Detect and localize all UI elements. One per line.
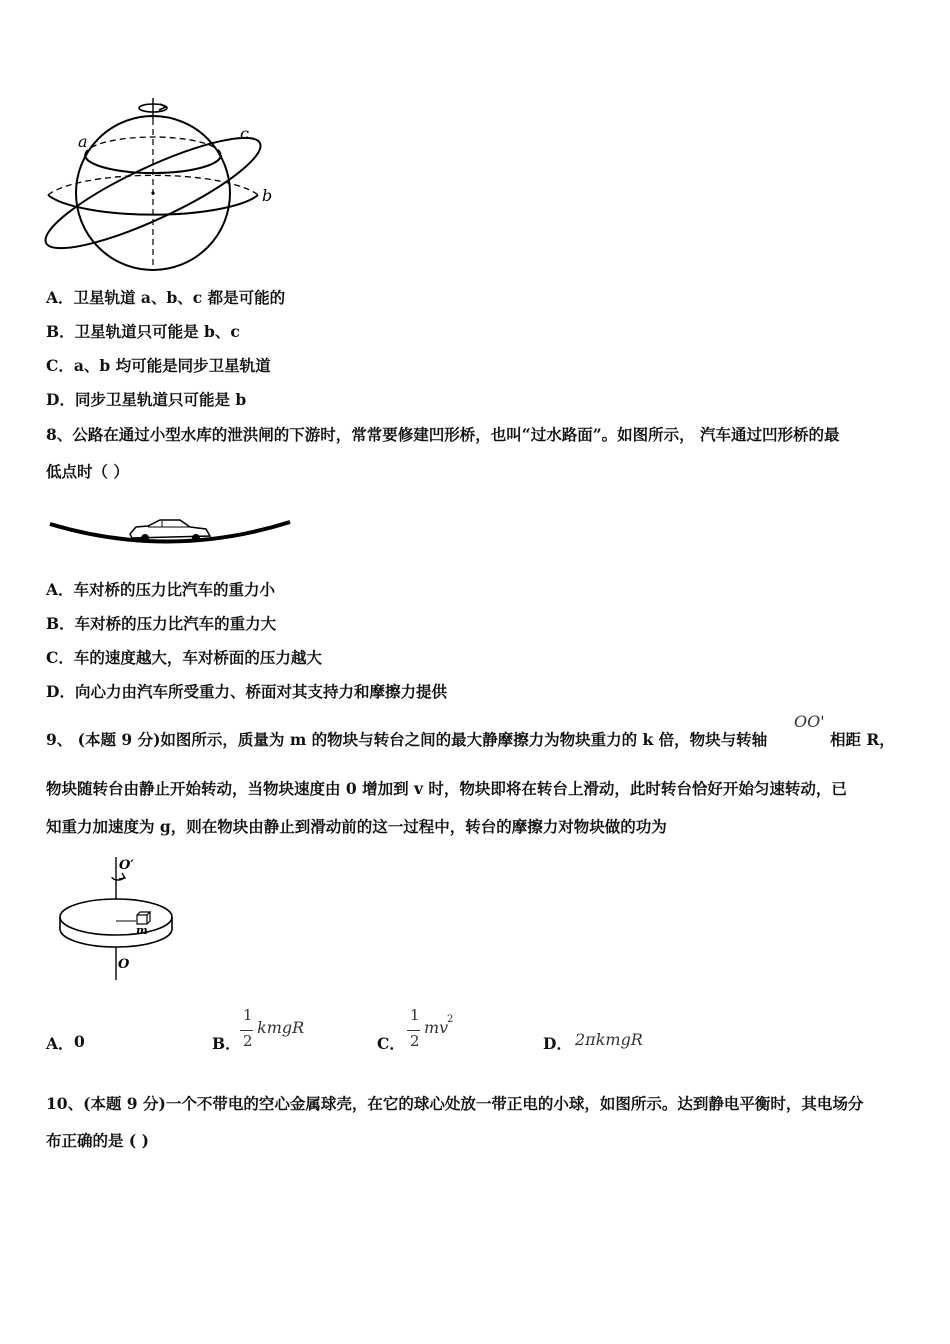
orbit-label-a: a <box>78 132 88 151</box>
car-icon <box>130 520 210 542</box>
orbit-label-c: c <box>240 124 249 143</box>
q8-stem-line2: 低点时（ ） <box>46 462 129 481</box>
q8-option-d[interactable]: D．向心力由汽车所受重力、桥面对其支持力和摩擦力提供 <box>46 682 447 701</box>
q8-option-a[interactable]: A．车对桥的压力比汽车的重力小 <box>46 580 276 599</box>
q7-option-c[interactable]: C．a、b 均可能是同步卫星轨道 <box>46 356 271 375</box>
concave-bridge-figure <box>48 510 293 552</box>
q8-option-b[interactable]: B．车对桥的压力比汽车的重力大 <box>46 614 277 633</box>
q9-stem-line3: 知重力加速度为 g，则在物块由静止到滑动前的这一过程中，转台的摩擦力对物块做的功为 <box>46 817 667 836</box>
q9-stem-part1: 9、 (本题 9 分)如图所示，质量为 m 的物块与转台之间的最大静摩擦力为物块重力的 k 倍，物块与转轴 <box>46 730 768 749</box>
q10-stem-line2: 布正确的是 ( ) <box>46 1131 149 1150</box>
q10-stem-line1: 10、(本题 9 分)一个不带电的空心金属球壳，在它的球心处放一带正电的小球，如图所示。达到静电平衡时，其电场分 <box>46 1094 864 1113</box>
q8-stem-line1: 8、公路在通过小型水库的泄洪闸的下游时，常常要修建凹形桥，也叫“过水路面”。如图所示， 汽车通过凹形桥的最 <box>46 425 840 444</box>
q9-stem-line2: 物块随转台由静止开始转动，当物块速度由 0 增加到 v 时，物块即将在转台上滑动，此时转台恰好开始匀速转动，已 <box>46 779 847 798</box>
orbit-label-b: b <box>262 186 273 205</box>
q7-option-b[interactable]: B．卫星轨道只可能是 b、c <box>46 322 240 341</box>
q9-axis-symbol: OO' <box>794 712 825 731</box>
turntable-figure <box>52 855 182 985</box>
mass-label: m <box>136 924 148 937</box>
q8-option-c[interactable]: C．车的速度越大，车对桥面的压力越大 <box>46 648 322 667</box>
orbit-figure <box>40 95 280 275</box>
axis-top-label: O′ <box>119 858 134 873</box>
q7-option-a[interactable]: A．卫星轨道 a、b、c 都是可能的 <box>46 288 286 307</box>
axis-bottom-label: O <box>118 957 130 972</box>
q7-option-d[interactable]: D．同步卫星轨道只可能是 b <box>46 390 247 409</box>
q9-stem-part2: 相距 R， <box>830 730 895 749</box>
